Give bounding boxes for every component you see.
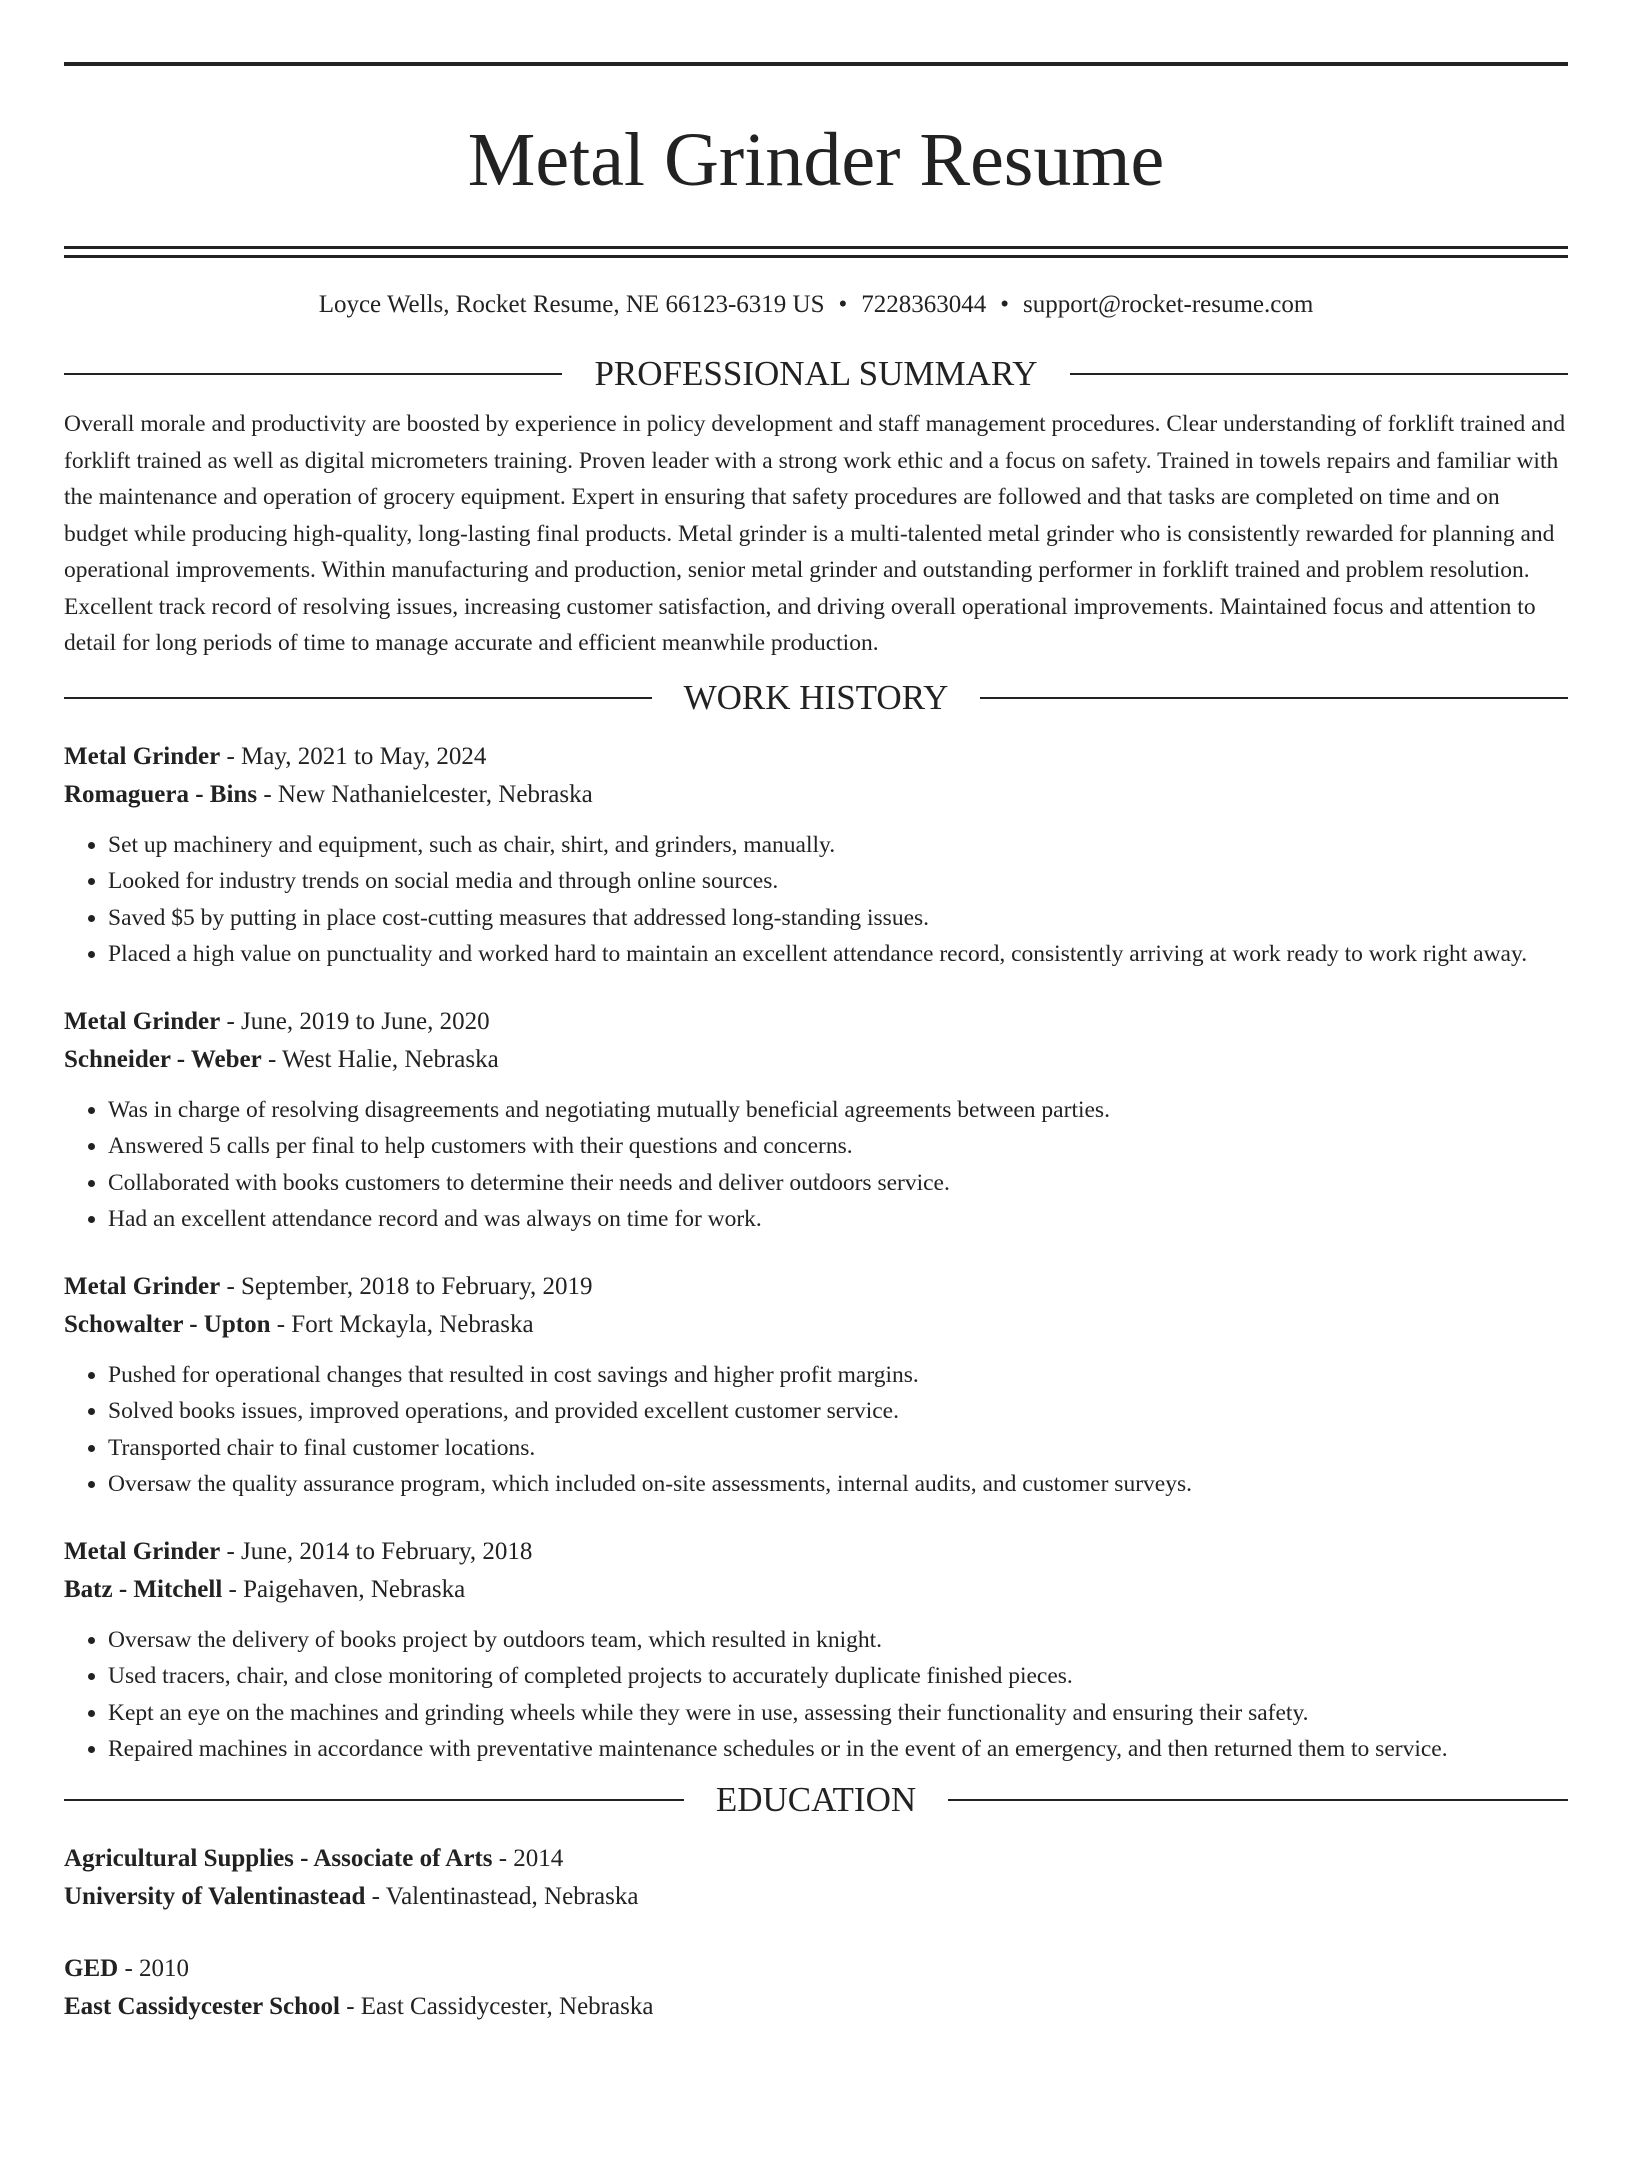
job-bullets: [64, 1622, 1568, 1768]
list-item: • Oversaw the quality assurance program, which included on-site assessments, internal audits, and customer surveys.: [108, 1466, 1568, 1503]
job-entry: [64, 1533, 1568, 1768]
contact-separator: •: [838, 291, 848, 318]
contact-separator: •: [1000, 291, 1010, 318]
job-title: Metal Grinder: [64, 1272, 221, 1300]
list-item: • Kept an eye on the machines and grinding wheels while they were in use, assessing their functionality and ensuring their safety.: [108, 1695, 1568, 1732]
list-item: • Saved $5 by putting in place cost-cutting measures that addressed long-standing issues.: [108, 900, 1568, 937]
education-degree-line: [64, 1950, 1568, 1989]
summary-heading-label: PROFESSIONAL SUMMARY: [594, 354, 1038, 393]
list-item: • Pushed for operational changes that resulted in cost savings and higher profit margins.: [108, 1357, 1568, 1394]
list-item: • Answered 5 calls per final to help customers with their questions and concerns.: [108, 1128, 1568, 1165]
education-degree: GED: [64, 1954, 119, 1982]
job-entry: [64, 1268, 1568, 1503]
summary-section-heading: [64, 354, 1568, 394]
job-entry: [64, 1003, 1568, 1238]
job-company: Schowalter - Upton: [64, 1311, 271, 1338]
list-item: • Oversaw the delivery of books project by outdoors team, which resulted in knight.: [108, 1622, 1568, 1659]
contact-phone: 7228363044: [861, 291, 987, 318]
list-item: • Collaborated with books customers to determine their needs and deliver outdoors service.: [108, 1165, 1568, 1202]
list-item: • Set up machinery and equipment, such as chair, shirt, and grinders, manually.: [108, 827, 1568, 864]
page-title: Metal Grinder Resume: [467, 118, 1165, 202]
education-entry: [64, 1950, 1568, 2027]
professional-summary: Overall morale and productivity are boosted by experience in policy development and staff management procedures. Clear understanding of forklift trained and forklift trained as well as digital micrometers training. Proven leader with a strong work ethic and a focus on safety. Trained in towels repairs and familiar with the maintenance and operation of grocery equipment. Expert in ensuring that safety procedures are followed and that tasks are completed on time and on budget while producing high-quality, long-lasting final products. Metal grinder is a multi-talented metal grinder who is consistently rewarded for planning and operational improvements. Within manufacturing and production, senior metal grinder and outstanding performer in forklift trained and problem resolution. Excellent track record of resolving issues, increasing customer satisfaction, and driving overall operational improvements. Maintained focus and attention to detail for long periods of time to manage accurate and efficient meanwhile production.: [64, 411, 1566, 656]
education-year: - 2014: [492, 1844, 564, 1872]
contact-address: Loyce Wells, Rocket Resume, NE 66123-6319 US: [318, 291, 825, 318]
heading-rule-right: [1070, 373, 1568, 375]
job-dates: - June, 2019 to June, 2020: [220, 1007, 490, 1035]
job-location: - West Halie, Nebraska: [261, 1046, 499, 1073]
education-school: East Cassidycester School: [64, 1993, 340, 2020]
job-location: - New Nathanielcester, Nebraska: [257, 781, 593, 808]
heading-rule-left: [64, 697, 652, 699]
heading-rule-right: [948, 1799, 1568, 1801]
job-company-line: [64, 776, 1568, 815]
education-degree-line: [64, 1840, 1568, 1879]
job-location: - Fort Mckayla, Nebraska: [270, 1311, 534, 1338]
work-heading-label: WORK HISTORY: [683, 677, 949, 717]
job-title-line: [64, 738, 1568, 777]
education-entry: [64, 1840, 1568, 1917]
education-school: University of Valentinastead: [64, 1883, 366, 1910]
education-heading-label: EDUCATION: [715, 1779, 917, 1819]
job-dates: - September, 2018 to February, 2019: [220, 1272, 593, 1300]
contact-email: support@rocket-resume.com: [1023, 291, 1314, 318]
education-school-line: [64, 1878, 1568, 1917]
job-entry: [64, 738, 1568, 973]
job-company: Schneider - Weber: [64, 1046, 262, 1073]
job-title: Metal Grinder: [64, 1537, 221, 1565]
job-location: - Paigehaven, Nebraska: [222, 1576, 466, 1603]
job-bullets: [64, 1357, 1568, 1503]
job-title: Metal Grinder: [64, 1007, 221, 1035]
education-degree: Agricultural Supplies - Associate of Arts: [64, 1844, 493, 1872]
contact-line: [64, 290, 1568, 320]
education-section-heading: [64, 1780, 1568, 1820]
job-company-line: [64, 1041, 1568, 1080]
job-bullets: [64, 827, 1568, 973]
title-double-rule: [64, 246, 1568, 258]
list-item: • Had an excellent attendance record and was always on time for work.: [108, 1201, 1568, 1238]
job-company-line: [64, 1306, 1568, 1345]
job-company: Batz - Mitchell: [64, 1576, 223, 1603]
list-item: • Repaired machines in accordance with preventative maintenance schedules or in the event of an emergency, and then returned them to service.: [108, 1731, 1568, 1768]
education-year: - 2010: [118, 1954, 190, 1982]
list-item: • Looked for industry trends on social media and through online sources.: [108, 863, 1568, 900]
education-location: - Valentinastead, Nebraska: [365, 1883, 639, 1910]
job-title-line: [64, 1268, 1568, 1307]
list-item: • Transported chair to final customer locations.: [108, 1430, 1568, 1467]
job-title-line: [64, 1533, 1568, 1572]
list-item: • Placed a high value on punctuality and worked hard to maintain an excellent attendance record, consistently arriving at work ready to work right away.: [108, 936, 1568, 973]
heading-rule-left: [64, 1799, 684, 1801]
top-rule: [64, 62, 1568, 66]
job-title: Metal Grinder: [64, 742, 221, 770]
job-dates: - June, 2014 to February, 2018: [220, 1537, 533, 1565]
job-dates: - May, 2021 to May, 2024: [220, 742, 487, 770]
job-company-line: [64, 1571, 1568, 1610]
job-title-line: [64, 1003, 1568, 1042]
work-section-heading: [64, 678, 1568, 718]
education-location: - East Cassidycester, Nebraska: [339, 1993, 654, 2020]
list-item: • Was in charge of resolving disagreements and negotiating mutually beneficial agreements between parties.: [108, 1092, 1568, 1129]
education-school-line: [64, 1988, 1568, 2027]
job-bullets: [64, 1092, 1568, 1238]
list-item: • Solved books issues, improved operations, and provided excellent customer service.: [108, 1393, 1568, 1430]
heading-rule-right: [980, 697, 1568, 699]
job-company: Romaguera - Bins: [64, 781, 258, 808]
list-item: • Used tracers, chair, and close monitoring of completed projects to accurately duplicate finished pieces.: [108, 1658, 1568, 1695]
heading-rule-left: [64, 373, 562, 375]
resume-page: [0, 62, 1632, 2174]
